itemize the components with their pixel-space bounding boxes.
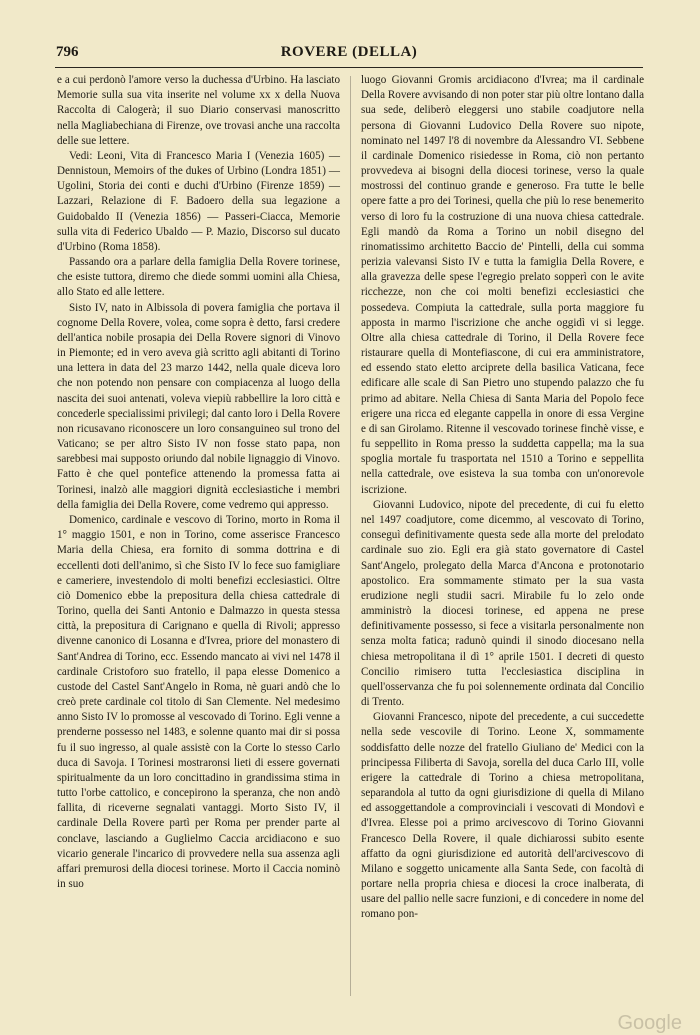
paragraph: Sisto IV, nato in Albissola di povera famiglia che portava il cognome Della Rovere, volea, come sopra è detto, farsi credere dell'antica nobile prosapia dei Della Rovere signori di Vinovo in Piemonte; ed in vero aveva già scritto agli abitanti di Torino una lettera in data del 23 marzo 1442, nella quale diceva loro che non potendo non pensare con compiacenza al luogo della nascita dei suoi antenati, voleva viepiù rabbellire la loro città e concederle specialissimi privilegi; dal canto loro i Della Rovere non ricusavano riconoscere un loro consanguineo sul trono del Vaticano; se per altro Sisto IV non fosse stato papa, non sarebbesi mai supposto oriundo dal nobile lignaggio di Vinovo. Fatto è che quel pontefice attenendo la promessa fatta ai Torinesi, inalzò alle maggiori dignità ecclesiastiche i membri della famiglia dei Della Rovere, come vedremo qui appresso. <box>57 301 340 511</box>
watermark: Google <box>617 1012 682 1034</box>
running-title: ROVERE (DELLA) <box>280 44 418 60</box>
page-header <box>56 44 642 64</box>
column-divider <box>350 76 351 996</box>
right-column <box>361 73 644 923</box>
paragraph: Vedi: Leoni, Vita di Francesco Maria I (Venezia 1605) — Dennistoun, Memoirs of the dukes of Urbino (Londra 1851) — Ugolini, Storia dei conti e duchi d'Urbino (Firenze 1859) — Lazzari, Relazione di F. Badoero della sua legazione a Guidobaldo II (Venezia 1856) — Passeri-Ciacca, Memorie sulla vita di Federico Ubaldo — P. Mazio, Discorso sul ducato d'Urbino (Roma 1858). <box>57 149 340 253</box>
paragraph: Giovanni Francesco, nipote del precedente, a cui succedette nella sede vescovile di Torino. Leone X, sommamente soddisfatto delle nozze del fratello Giuliano de' Medici con la principessa Filiberta di Savoja, sorella del duca Carlo III, volle erigere la cattedrale di Torino a chiesa metropolitana, separandola al tutto da ogni giurisdizione di quella di Milano ed assoggettandole a comprovinciali i vescovati di Mondovì e d'Ivrea. Elesse poi a primo arcivescovo di Torino Giovanni Francesco Della Rovere, il quale dichiarossi subito esente affatto da ogni giurisdizione ed autorità dell'arcivescovo di Milano e soggetto unicamente alla Santa Sede, con facoltà di portare nella propria chiesa e diocesi la croce inalberata, di usare del pallio nelle sacre funzioni, e di concedere in nome del romano pon- <box>361 711 644 921</box>
paragraph: Passando ora a parlare della famiglia Della Rovere torinese, che esiste tuttora, diremo che diede sommi uomini alla Chiesa, allo Stato ed alle lettere. <box>57 256 340 299</box>
header-rule <box>55 67 643 68</box>
paragraph: luogo Giovanni Gromis arcidiacono d'Ivrea; ma il cardinale Della Rovere avvisando di non poter star più oltre lontano dalla sua sede, deliberò eleggersi uno stabile coadjutore nella persona di Giovanni Ludovico Della Rovere suo nipote, nominato nel 1497 l'8 di novembre da Alessandro VI. Sebbene il cardinale Domenico risiedesse in Roma, ciò non pertanto provvedeva ai bisogni della diocesi torinese, verso la quale mostrossi del continuo grande e generoso. Fra tutte le belle opere fatte a pro dei Torinesi, quella che più lo rese benemerito verso di loro fu la costruzione di una nuova chiesa cattedrale. Egli mandò da Roma a Torino un nobil disegno del rinomatissimo architetto Baccio de' Pintelli, della cui somma perizia valevansi Sisto IV e tutta la famiglia Della Rovere, e alla gravezza delle spese l'egregio prelato sopperì con le avite ricchezze, non che coi molti benefizi ecclesiastici che possedeva. Compiuta la cattedrale, sulla porta maggiore fu apposta in marmo l'iscrizione che anche oggidì vi si legge. Oltre alla chiesa cattedrale di Torino, il Della Rovere fece ristaurare quella di Montefiascone, di cui era amministratore, ed essendo stato eletto arciprete della basilica Vaticana, fece edificare alle scale di San Pietro uno stupendo palazzo che fu primo ad abitare. Nella Chiesa di Santa Maria del Popolo fece erigere una ricca ed elegante cappella in onore di essa Vergine e di san Girolamo. Ritenne il vescovado torinese finchè visse, e fu seppellito in Roma presso la suddetta cappella; ma la sua spoglia mortale fu trasportata nel 1510 a Torino e seppellita nella cattedrale, ove esisteva la sua tomba con un'onorevole iscrizione. <box>361 74 644 496</box>
page-number: 796 <box>56 44 79 60</box>
left-column <box>57 73 340 892</box>
paragraph: e a cui perdonò l'amore verso la duchessa d'Urbino. Ha lasciato Memorie sulla sua vita inserite nel volume xx x della Nuova Raccolta di Calogerà; il suo Diario conservasi manoscritto nella Magliabechiana di Firenze, ove trovasi anche una raccolta delle sue lettere. <box>57 74 340 147</box>
paragraph: Domenico, cardinale e vescovo di Torino, morto in Roma il 1° maggio 1501, e non in Torino, come asserisce Francesco Maria della Chiesa, era fornito di somma dottrina e di eccellenti doti dell'animo, sì che Sisto IV lo fece suo famigliare e cameriere, investendolo di molti benefizi ecclesiastici. Oltre ciò Domenico ebbe la prepositura della chiesa cattedrale di Torino, quella dei Santi Antonio e Dalmazzo in questa stessa città, la prepositura di Carignano e quella di Rivoli; appresso divenne canonico di Losanna e d'Ivrea, priore del monastero di Sant'Andrea di Torino, ecc. Essendo mancato ai vivi nel 1478 il cardinale Cristoforo suo fratello, il papa elesse Domenico a custode del Castel Sant'Angelo in Roma, nè guari andò che lo creò prete cardinale col titolo di San Clemente. Nel medesimo anno Sisto IV lo promosse al vescovado di Torino. Egli venne a prenderne possesso nel 1483, e solenne quanto mai dir si possa fu il suo ingresso, al quale assistè con la Corte lo stesso Carlo duca di Savoja. I Torinesi mostraronsi lieti di essere governati spiritualmente da un loro concittadino in grandissima stima in tutto l'orbe cattolico, e concepirono la speranza, che non andò fallita, di riceverne segnalati vantaggi. Morto Sisto IV, il cardinale Della Rovere partì per Roma per prender parte al conclave, lasciando a Guglielmo Caccia arcidiacono e suo vicario generale l'incarico di provvedere nella sua assenza agli affari premurosi della diocesi torinese. Morto il Caccia nominò in suo <box>57 513 340 891</box>
paragraph: Giovanni Ludovico, nipote del precedente, di cui fu eletto nel 1497 coadjutore, come dicemmo, al vescovato di Torino, conseguì definitivamente questa sede alla morte del prelodato cardinale suo zio. Egli era già stato governatore di Castel Sant'Angelo, prolegato della Marca d'Ancona e protonotario apostolico. Era sommamente stimato per la sua vasta erudizione negli studii sacri. Mirabile fu lo zelo onde amministrò la diocesi torinese, ed appena ne prese definitivamente possesso, si fece a visitarla personalmente non senza molta fatica; radunò quindi il sinodo diocesano nella chiesa metropolitana il dì 1° aprile 1501. I decreti di questo Concilio rimisero tutta l'ecclesiastica disciplina in quell'osservanza che fu poi solennemente ordinata dal Concilio di Trento. <box>361 498 644 709</box>
